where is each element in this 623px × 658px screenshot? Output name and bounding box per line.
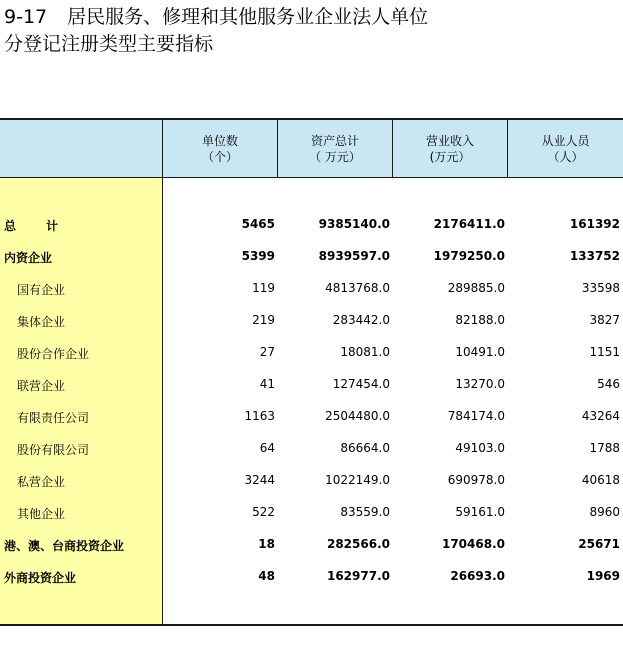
cell-revenue: 49103.0	[455, 441, 505, 455]
row-label: 私营企业	[17, 475, 66, 489]
cell-unit-count: 1163	[244, 409, 275, 423]
cell-employees: 1969	[586, 569, 620, 583]
title-text: 居民服务、修理和其他服务业企业法人单位	[67, 6, 429, 28]
row-label: 其他企业	[17, 507, 66, 521]
cell-revenue: 289885.0	[447, 281, 505, 295]
cell-unit-count: 219	[252, 313, 275, 327]
header-unit: （个）	[201, 149, 238, 164]
cell-employees: 40618	[581, 473, 620, 487]
row-label: 港、澳、台商投资企业	[4, 539, 125, 553]
cell-employees: 25671	[578, 537, 620, 551]
cell-total-assets: 86664.0	[340, 441, 390, 455]
row-label: 外商投资企业	[4, 571, 77, 585]
cell-total-assets: 282566.0	[326, 537, 390, 551]
table-row	[0, 530, 623, 562]
table-row	[0, 434, 623, 466]
header-label: 营业收入	[425, 133, 474, 148]
cell-total-assets: 18081.0	[340, 345, 390, 359]
cell-total-assets: 1022149.0	[325, 473, 390, 487]
row-label: 联营企业	[17, 379, 66, 393]
cell-revenue: 690978.0	[447, 473, 505, 487]
table-row	[0, 498, 623, 530]
cell-total-assets: 9385140.0	[318, 217, 390, 231]
table-bottom-rule	[0, 624, 623, 626]
cell-employees: 3827	[589, 313, 620, 327]
row-label: 有限责任公司	[17, 411, 90, 425]
cell-employees: 161392	[569, 217, 620, 231]
cell-unit-count: 27	[259, 345, 275, 359]
header-employees	[508, 120, 623, 177]
cell-unit-count: 18	[258, 537, 275, 551]
table-row-total	[0, 210, 623, 242]
table-row	[0, 242, 623, 274]
table-row	[0, 370, 623, 402]
cell-revenue: 170468.0	[441, 537, 505, 551]
cell-employees: 546	[597, 377, 620, 391]
cell-revenue: 26693.0	[450, 569, 505, 583]
cell-employees: 1151	[589, 345, 620, 359]
cell-total-assets: 2504480.0	[325, 409, 390, 423]
cell-revenue: 2176411.0	[433, 217, 505, 231]
cell-employees: 33598	[581, 281, 620, 295]
row-label: 集体企业	[17, 315, 66, 329]
table-title	[4, 4, 428, 58]
header-label: 从业人员	[541, 133, 590, 148]
cell-total-assets: 8939597.0	[318, 249, 390, 263]
header-unit: (万元）	[429, 149, 471, 164]
cell-revenue: 10491.0	[455, 345, 505, 359]
table-row	[0, 338, 623, 370]
table-body	[0, 210, 623, 594]
header-unit: （人）	[547, 149, 584, 164]
title-line-2: 分登记注册类型主要指标	[4, 33, 214, 55]
row-label: 总 计	[4, 219, 59, 233]
table-row	[0, 562, 623, 594]
header-label: 资产总计	[310, 133, 359, 148]
title-line-1	[4, 4, 428, 31]
cell-unit-count: 41	[259, 377, 275, 391]
cell-total-assets: 162977.0	[326, 569, 390, 583]
header-unit-count	[163, 120, 277, 177]
table-number: 9-17	[4, 6, 48, 28]
cell-unit-count: 119	[252, 281, 275, 295]
header-revenue	[393, 120, 507, 177]
cell-unit-count: 522	[252, 505, 275, 519]
cell-unit-count: 5399	[241, 249, 275, 263]
table-header	[0, 120, 623, 177]
cell-employees: 8960	[589, 505, 620, 519]
cell-total-assets: 283442.0	[332, 313, 390, 327]
cell-revenue: 59161.0	[455, 505, 505, 519]
cell-unit-count: 3244	[244, 473, 275, 487]
header-unit: （ 万元）	[309, 149, 361, 164]
row-label: 股份合作企业	[17, 347, 90, 361]
header-total-assets	[278, 120, 392, 177]
cell-employees: 43264	[581, 409, 620, 423]
table-row	[0, 402, 623, 434]
cell-total-assets: 83559.0	[340, 505, 390, 519]
cell-employees: 1788	[589, 441, 620, 455]
cell-total-assets: 127454.0	[332, 377, 390, 391]
cell-unit-count: 48	[258, 569, 275, 583]
cell-revenue: 784174.0	[447, 409, 505, 423]
table-row	[0, 274, 623, 306]
row-label: 股份有限公司	[17, 443, 90, 457]
cell-unit-count: 64	[259, 441, 275, 455]
cell-employees: 133752	[569, 249, 620, 263]
cell-unit-count: 5465	[241, 217, 275, 231]
cell-revenue: 13270.0	[455, 377, 505, 391]
cell-revenue: 82188.0	[455, 313, 505, 327]
cell-total-assets: 4813768.0	[325, 281, 390, 295]
table-row	[0, 306, 623, 338]
cell-revenue: 1979250.0	[433, 249, 505, 263]
table-row	[0, 466, 623, 498]
header-label: 单位数	[201, 133, 238, 148]
row-label: 内资企业	[4, 251, 53, 265]
row-label: 国有企业	[17, 283, 66, 297]
